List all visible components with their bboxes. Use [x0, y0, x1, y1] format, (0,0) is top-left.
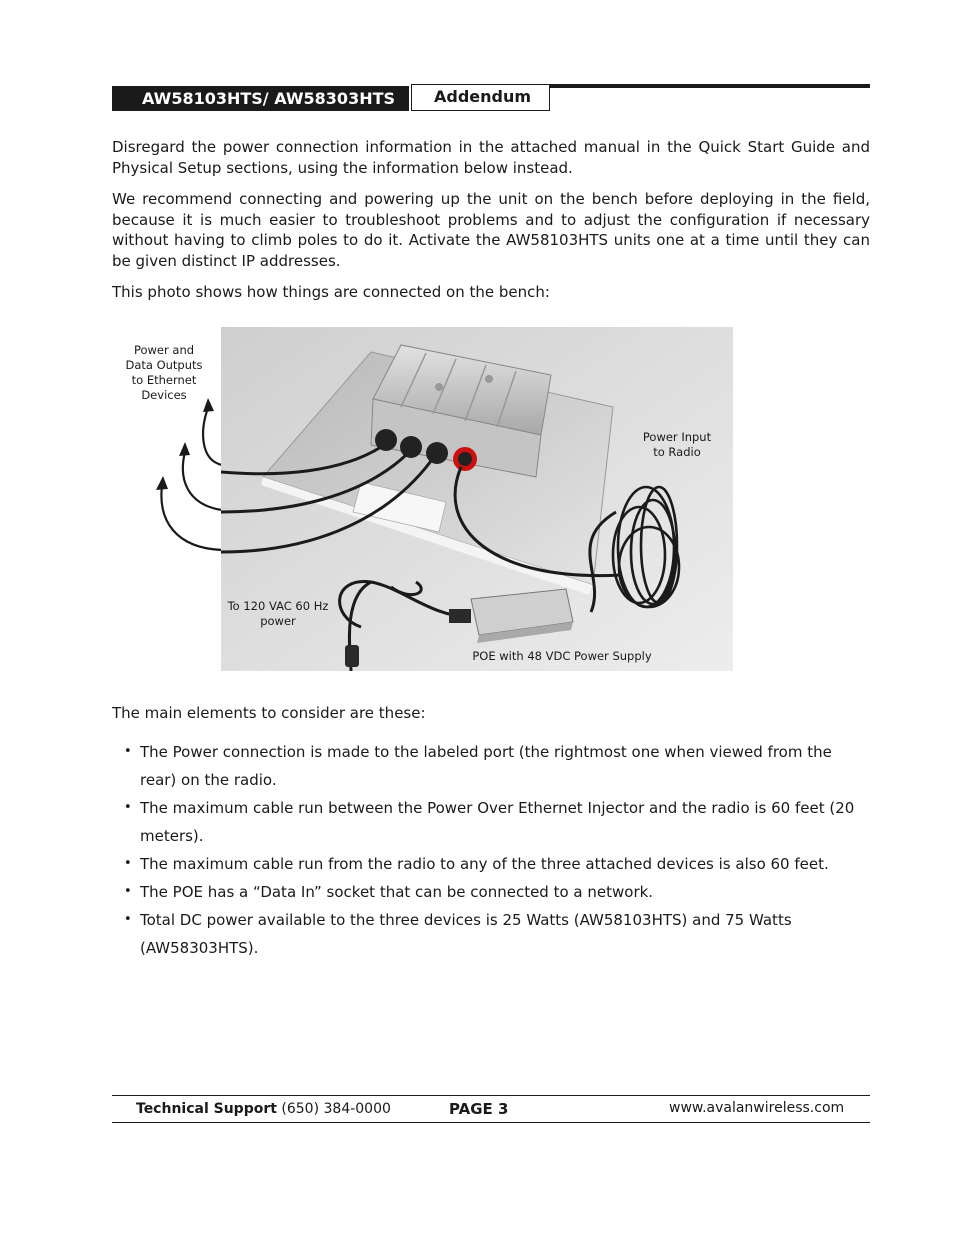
power-input-callout-line1: Power Input [642, 430, 712, 444]
support-info [136, 1101, 391, 1117]
outputs-callout-line2: Data Outputs [125, 358, 203, 372]
support-label: Technical Support [136, 1101, 277, 1117]
website-link[interactable]: www.avalanwireless.com [669, 1100, 845, 1116]
section-tab: Addendum [411, 84, 550, 111]
outputs-callout-line1: Power and [133, 343, 195, 357]
outputs-callout [108, 343, 220, 403]
support-phone: (650) 384-0000 [281, 1101, 391, 1117]
output-arrows [150, 390, 230, 560]
list-item: • The maximum cable run between the Power Over Ethernet Injector and the radio is 60 feet (20 meters). [124, 794, 864, 850]
ac-power-callout [226, 599, 330, 629]
power-input-callout-line2: to Radio [653, 445, 701, 459]
list-item: • The Power connection is made to the labeled port (the rightmost one when viewed from the rear) on the radio. [124, 738, 864, 794]
paragraph-2: We recommend connecting and powering up the unit on the bench before deploying in the field, because it is much easier to troubleshoot problems and to adjust the configuration if necessary without having to climb poles to do it. Activate the AW58103HTS units one at a time until they can be given distinct IP addresses. [112, 190, 870, 270]
elements-list [124, 738, 864, 962]
poe-callout: POE with 48 VDC Power Supply [472, 649, 652, 663]
list-item: • Total DC power available to the three devices is 25 Watts (AW58103HTS) and 75 Watts (AW58303HTS). [124, 906, 864, 962]
power-input-callout [635, 430, 719, 460]
list-intro: The main elements to consider are these: [112, 704, 426, 722]
intro-text [112, 137, 870, 314]
header-rule [550, 84, 870, 88]
ac-power-callout-line1: To 120 VAC 60 Hz [227, 599, 329, 613]
ac-power-callout-line2: power [260, 614, 296, 628]
paragraph-1: Disregard the power connection information in the attached manual in the Quick Start Guide and Physical Setup sections, using the information below instead. [112, 138, 870, 177]
page-header [112, 84, 870, 112]
page-footer [112, 1095, 870, 1123]
page-number: PAGE 3 [449, 1100, 509, 1118]
paragraph-3: This photo shows how things are connected on the bench: [112, 283, 550, 301]
outputs-callout-line3: to Ethernet Devices [131, 373, 197, 402]
list-item: • The maximum cable run from the radio to any of the three attached devices is also 60 feet. [124, 850, 864, 878]
list-item: • The POE has a “Data In” socket that can be connected to a network. [124, 878, 864, 906]
model-tab: AW58103HTS/ AW58303HTS [112, 86, 409, 111]
